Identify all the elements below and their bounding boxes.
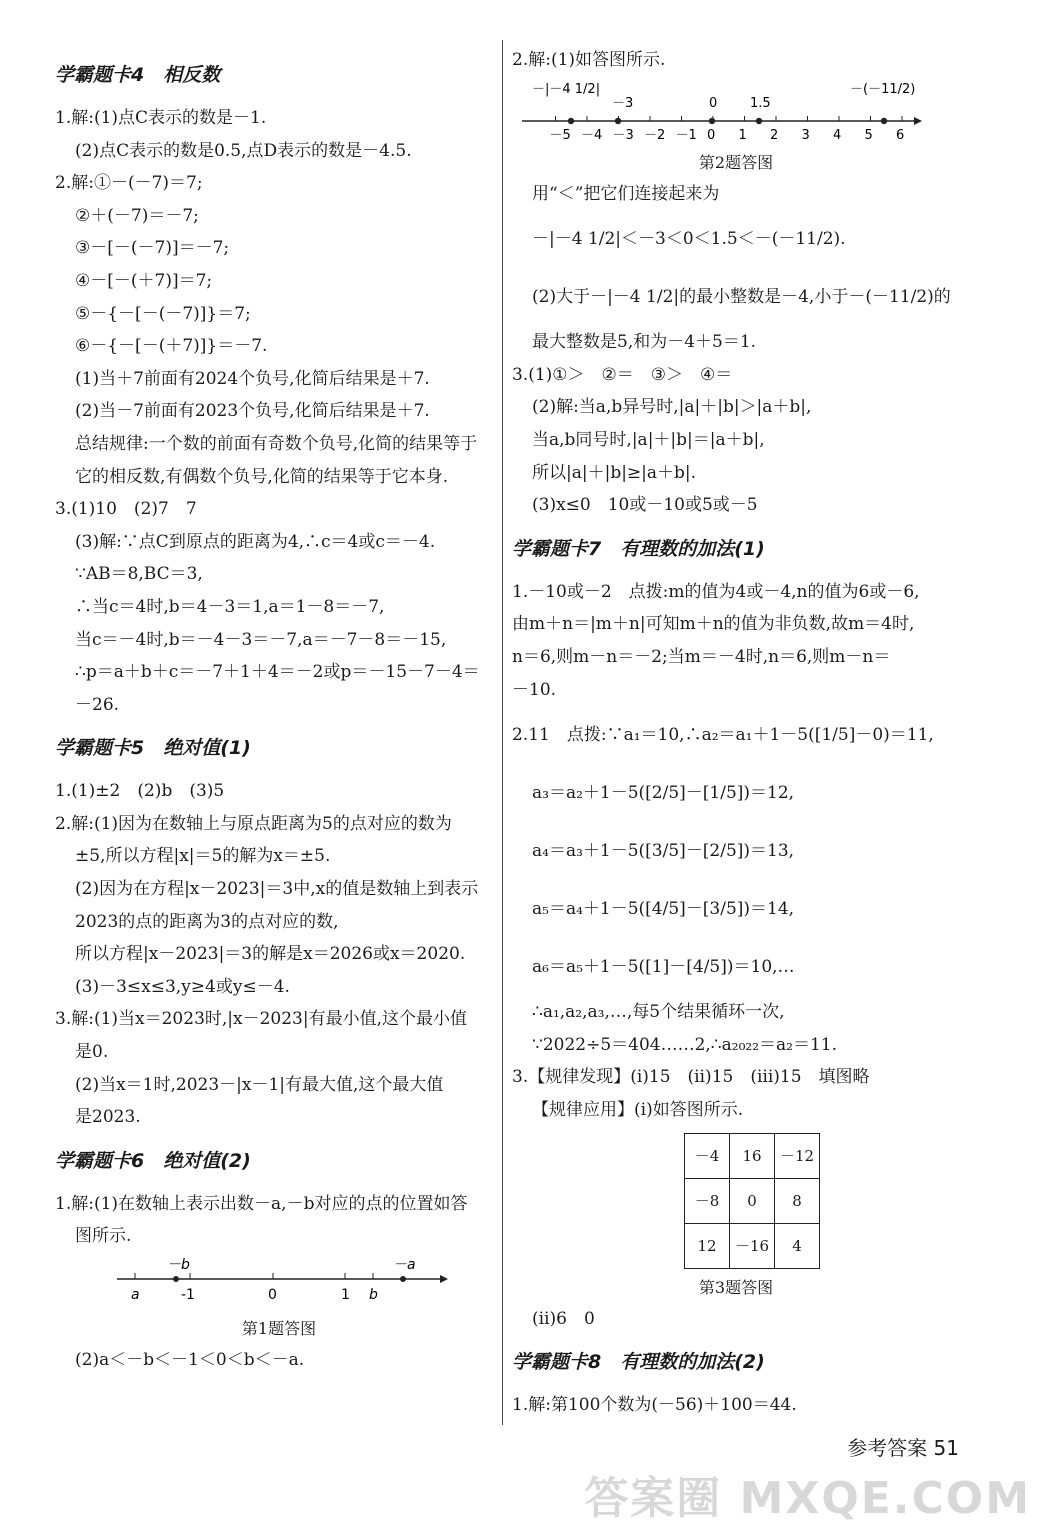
- grid-cell: 8: [775, 1178, 820, 1223]
- point-label: 0: [709, 95, 718, 111]
- text-line: 1.解:第100个数为(－56)＋100＝44.: [512, 1395, 797, 1416]
- text-line: ∵2022÷5＝404……2,∴a₂₀₂₂＝a₂＝11.: [532, 1034, 838, 1055]
- text-line: 由m＋n＝|m＋n|可知m＋n的值为非负数,故m＝4时,: [512, 614, 915, 635]
- text-line: 2.11 点拨:∵a₁＝10,∴a₂＝a₁＋1－5([1/5]－0)＝11,: [512, 725, 934, 746]
- label-neg-a: －a: [393, 1257, 416, 1273]
- number-line-figure-1: [55, 1253, 503, 1309]
- tick-label: －1: [675, 127, 697, 143]
- label-minus-one: -1: [181, 1287, 195, 1303]
- text-line: ③－[－(－7)]＝－7;: [75, 238, 230, 259]
- text-line: 2023的点的距离为3的点对应的数,: [75, 911, 339, 932]
- text-line: －|－4 1/2|＜－3＜0＜1.5＜－(－11/2).: [532, 229, 846, 250]
- text-line: 是2023.: [75, 1107, 141, 1128]
- label-b: b: [369, 1287, 378, 1303]
- axis-arrow: [914, 117, 922, 125]
- text-line: (2)当－7前面有2023个负号,化简后结果是＋7.: [75, 401, 430, 422]
- tick-label: 1: [738, 127, 747, 143]
- point-label: 1.5: [750, 95, 771, 111]
- point-label: －|－4 1/2|: [532, 81, 601, 97]
- label-a: a: [131, 1287, 140, 1303]
- text-line: (2)解:当a,b异号时,|a|＋|b|＞|a＋b|,: [532, 397, 812, 418]
- figure-1-caption: 第1题答图: [241, 1319, 317, 1338]
- point: [568, 117, 574, 123]
- text-line: (2)因为在方程|x－2023|＝3中,x的值是数轴上到表示: [75, 879, 479, 900]
- text-line: ∴当c＝4时,b＝4－3＝1,a＝1－8＝－7,: [75, 596, 385, 617]
- text-line: ∴p＝a＋b＋c＝－7＋1＋4＝－2或p＝－15－7－4＝: [75, 662, 480, 683]
- label-zero: 0: [268, 1287, 277, 1303]
- footer-label: 参考答案: [847, 1436, 928, 1460]
- point-label: －3: [612, 95, 634, 111]
- grid-cell: 4: [775, 1223, 820, 1268]
- point-label: －(－11/2): [850, 81, 916, 97]
- tick-label: 2: [770, 127, 779, 143]
- tick-label: －5: [549, 127, 571, 143]
- text-line: ±5,所以方程|x|＝5的解为x＝±5.: [75, 846, 331, 867]
- tick-label: －3: [612, 127, 634, 143]
- text-line: 图所示.: [75, 1226, 132, 1247]
- section-title-7: 学霸题卡7 有理数的加法(1): [512, 537, 765, 560]
- grid-cell: 16: [730, 1133, 775, 1178]
- text-line: ④－[－(＋7)]＝7;: [75, 270, 213, 291]
- section-6-body: [55, 1188, 503, 1377]
- section-title-5: 学霸题卡5 绝对值(1): [55, 737, 251, 760]
- text-line: 1.－10或－2 点拨:m的值为4或－4,n的值为6或－6,: [512, 581, 920, 602]
- text-line: ⑤－{－[－(－7)]}＝7;: [75, 303, 251, 324]
- text-line: (3)x≤0 10或－10或5或－5: [532, 495, 758, 516]
- watermark: 答案圈 MXQE.COM: [584, 1473, 1031, 1524]
- section-4-body: [55, 102, 503, 721]
- point: [881, 117, 887, 123]
- text-line: 总结规律:一个数的前面有奇数个负号,化简的结果等于: [75, 433, 478, 454]
- page-footer: [847, 1432, 959, 1461]
- point-neg-a: [400, 1276, 406, 1282]
- number-line-figure-2: [512, 77, 960, 143]
- section-title-6: 学霸题卡6 绝对值(2): [55, 1149, 251, 1172]
- left-column: [55, 48, 503, 1377]
- text-line: 当c＝－4时,b＝－4－3＝－7,a＝－7－8＝－15,: [75, 629, 447, 650]
- section-5-body: [55, 775, 503, 1134]
- tick-label: 5: [864, 127, 873, 143]
- text-line: (3)－3≤x≤3,y≥4或y≤－4.: [75, 976, 290, 997]
- magic-square-grid: [684, 1133, 820, 1269]
- text-line: 3.解:(1)当x＝2023时,|x－2023|有最小值,这个最小值: [55, 1009, 467, 1030]
- tick-group: [550, 116, 905, 143]
- text-line: －26.: [75, 694, 120, 715]
- text-line: 【规律应用】(ⅰ)如答图所示.: [532, 1099, 744, 1120]
- text-line: 3.(1)10 (2)7 7: [55, 499, 197, 520]
- text-line: 2.解:(1)因为在数轴上与原点距离为5的点对应的数为: [55, 813, 452, 834]
- grid-row: [685, 1223, 820, 1268]
- tick-label: 0: [707, 127, 716, 143]
- text-line: 3.(1)①＞ ②＝ ③＞ ④＝: [512, 364, 733, 385]
- text-line: 是0.: [75, 1042, 109, 1063]
- label-neg-b: －b: [167, 1257, 190, 1273]
- grid-cell: －16: [730, 1223, 775, 1268]
- section-title-4: 学霸题卡4 相反数: [55, 64, 221, 86]
- text-line: 2.解:①－(－7)＝7;: [55, 173, 203, 194]
- text-line: ⑥－{－[－(＋7)]}＝－7.: [75, 336, 268, 357]
- text-line: (ⅱ)6 0: [532, 1308, 595, 1329]
- grid-cell: －4: [685, 1133, 730, 1178]
- text-line: ∵AB＝8,BC＝3,: [75, 564, 203, 585]
- text-line: a₃＝a₂＋1－5([2/5]－[1/5])＝12,: [532, 783, 795, 804]
- page-number: 51: [933, 1436, 959, 1460]
- text-line: (2)大于－|－4 1/2|的最小整数是－4,小于－(－11/2)的: [532, 287, 951, 308]
- text-line: n＝6,则m－n＝－2;当m＝－4时,n＝6,则m－n＝: [512, 646, 891, 667]
- text-line: 所以方程|x－2023|＝3的解是x＝2026或x＝2020.: [75, 944, 466, 965]
- text-line: (2)a＜－b＜－1＜0＜b＜－a.: [75, 1350, 305, 1370]
- grid-row: [685, 1133, 820, 1178]
- text-line: 所以|a|＋|b|≥|a＋b|.: [532, 462, 697, 483]
- grid-cell: －12: [775, 1133, 820, 1178]
- text-line: a₄＝a₃＋1－5([3/5]－[2/5])＝13,: [532, 841, 795, 862]
- tick-label: －4: [581, 127, 603, 143]
- text-line: 用“＜”把它们连接起来为: [532, 183, 720, 204]
- tick-label: 4: [833, 127, 842, 143]
- text-line: －10.: [512, 679, 557, 700]
- point: [756, 117, 762, 123]
- grid-row: [685, 1178, 820, 1223]
- figure-2-caption: 第2题答图: [698, 152, 774, 172]
- grid-cell: 12: [685, 1223, 730, 1268]
- label-one: 1: [341, 1287, 350, 1303]
- text-line: (2)点C表示的数是0.5,点D表示的数是－4.5.: [75, 140, 412, 161]
- text-line: 3.【规律发现】(ⅰ)15 (ⅱ)15 (ⅲ)15 填图略: [512, 1067, 870, 1088]
- text-line: 它的相反数,有偶数个负号,化简的结果等于它本身.: [75, 466, 449, 487]
- text-line: 1.(1)±2 (2)b (3)5: [55, 781, 225, 802]
- point: [709, 117, 715, 123]
- tick-label: 6: [896, 127, 905, 143]
- section-title-8: 学霸题卡8 有理数的加法(2): [512, 1351, 765, 1374]
- text-line: 当a,b同号时,|a|＋|b|＝|a＋b|,: [532, 429, 765, 450]
- text-line: (2)当x＝1时,2023－|x－1|有最大值,这个最大值: [75, 1074, 444, 1095]
- text-line: ∴a₁,a₂,a₃,…,每5个结果循环一次,: [532, 1002, 785, 1023]
- tick-label: －2: [644, 127, 666, 143]
- figure-3-caption: 第3题答图: [698, 1277, 774, 1297]
- text-line: 2.解:(1)如答图所示.: [512, 50, 666, 70]
- grid-cell: 0: [730, 1178, 775, 1223]
- tick-label: 3: [801, 127, 810, 143]
- right-column: [512, 48, 960, 1422]
- text-line: a₅＝a₄＋1－5([4/5]－[3/5])＝14,: [532, 899, 795, 920]
- grid-cell: －8: [685, 1178, 730, 1223]
- text-line: 1.解:(1)点C表示的数是－1.: [55, 108, 267, 128]
- point: [615, 117, 621, 123]
- text-line: a₆＝a₅＋1－5([1]－[4/5])＝10,…: [532, 957, 795, 978]
- text-line: 1.解:(1)在数轴上表示出数－a,－b对应的点的位置如答: [55, 1193, 468, 1214]
- point-neg-b: [173, 1276, 179, 1282]
- text-line: (1)当＋7前面有2024个负号,化简后结果是＋7.: [75, 368, 430, 389]
- axis-arrow: [440, 1275, 448, 1283]
- text-line: ②＋(－7)＝－7;: [75, 205, 199, 226]
- text-line: (3)解:∵点C到原点的距离为4,∴c＝4或c＝－4.: [75, 531, 436, 552]
- text-line: 最大整数是5,和为－4＋5＝1.: [532, 332, 757, 353]
